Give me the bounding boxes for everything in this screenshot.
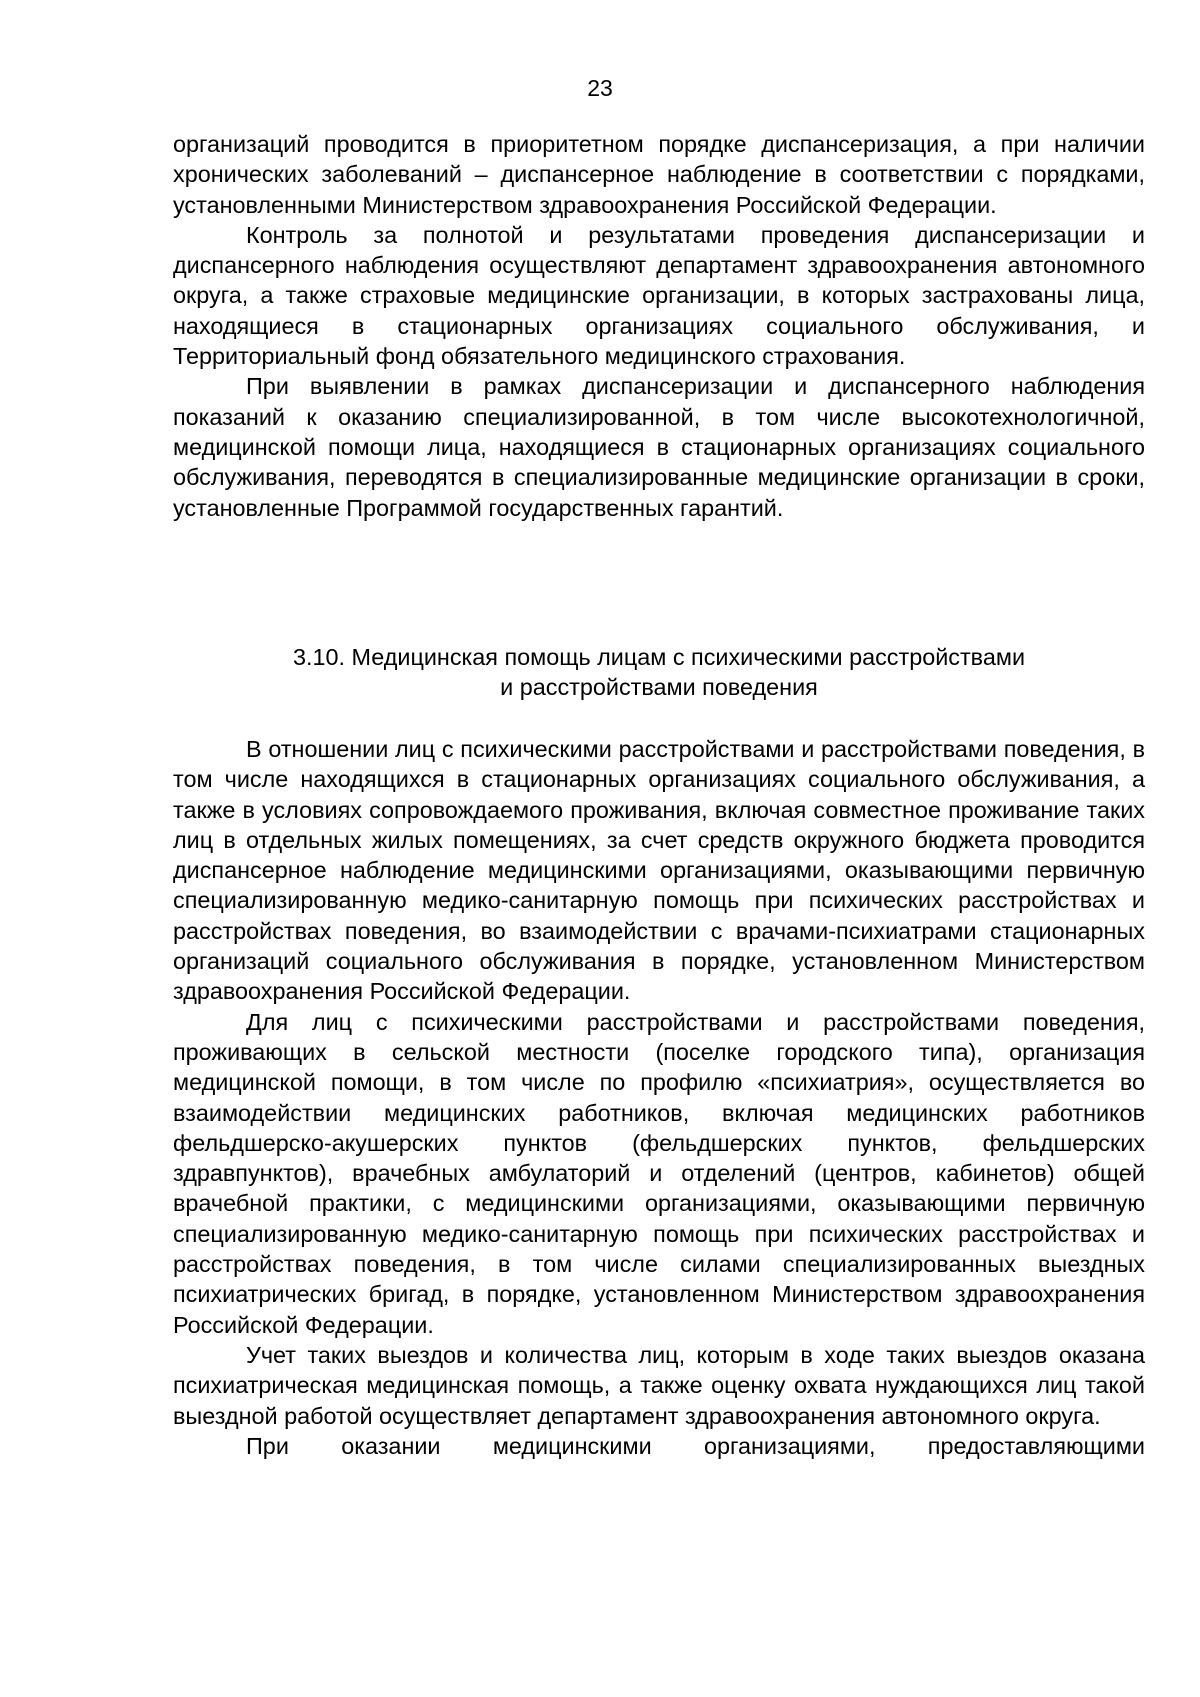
- paragraph-continuation: организаций проводится в приоритетном порядке диспансеризация, а при наличии хронических заболеваний – диспансерное наблюдение в соответствии с порядками, установленными Министерством здравоохранения Российской Федерации.: [173, 131, 1145, 218]
- top-text-block: [173, 129, 1145, 523]
- paragraph-rural-care: Для лиц с психическими расстройствами и расстройствами поведения, проживающих в сельской местности (поселке городского типа), организация медицинской помощи, в том числе по профилю «психиатрия», осуществляется во взаимодействии медицинских работников, включая медицинских работников фельдшерско-акушерских пунктов (фельдшерских пунктов, фельдшерских здравпунктов), врачебных амбулаторий и отделений (центров, кабинетов) общей врачебной практики, с медицинскими организациями, оказывающими первичную специализированную медико-санитарную помощь при психических расстройствах и расстройствах поведения, в том числе силами специализированных выездных психиатрических бригад, в порядке, установленном Министерством здравоохранения Российской Федерации.: [173, 1008, 1145, 1338]
- paragraph-mental-disorders: В отношении лиц с психическими расстройствами и расстройствами поведения, в том числе находящихся в стационарных организациях социального обслуживания, а также в условиях сопровождаемого проживания, включая совместное проживание таких лиц в отдельных жилых помещениях, за счет средств окружного бюджета проводится диспансерное наблюдение медицинскими организациями, оказывающими первичную специализированную медико-санитарную помощь при психических расстройствах и расстройствах поведения, во взаимодействии с врачами-психиатрами стационарных организаций социального обслуживания в порядке, установленном Министерством здравоохранения Российской Федерации.: [173, 736, 1145, 1005]
- bottom-text-block: [173, 734, 1145, 1461]
- paragraph-visits-accounting: Учет таких выездов и количества лиц, которым в ходе таких выездов оказана психиатрическая медицинская помощь, а также оценку охвата нуждающихся лиц такой выездной работой осуществляет департамент здравоохранения автономного округа.: [173, 1341, 1145, 1429]
- paragraph-transfer: При выявлении в рамках диспансеризации и диспансерного наблюдения показаний к оказанию специализированной, в том числе высокотехнологичной, медицинской помощи лица, находящиеся в стационарных организациях социального обслуживания, переводятся в специализированные медицинские организации в сроки, установленные Программой государственных гарантий.: [173, 373, 1145, 521]
- section-heading-line-1: 3.10. Медицинская помощь лицам с психическими расстройствами: [292, 644, 1026, 670]
- paragraph-control: Контроль за полнотой и результатами проведения диспансеризации и диспансерного наблюдения осуществляют департамент здравоохранения автономного округа, а также страховые медицинские организации, в которых застрахованы лица, находящиеся в стационарных организациях социального обслуживания, и Территориальный фонд обязательного медицинского страхования.: [173, 221, 1145, 370]
- section-heading: [173, 642, 1145, 702]
- page-number: 23: [587, 75, 613, 101]
- paragraph-last-line: При оказании медицинскими организациями, предоставляющими: [246, 1432, 1145, 1459]
- section-heading-line-2: и расстройствами поведения: [500, 674, 818, 700]
